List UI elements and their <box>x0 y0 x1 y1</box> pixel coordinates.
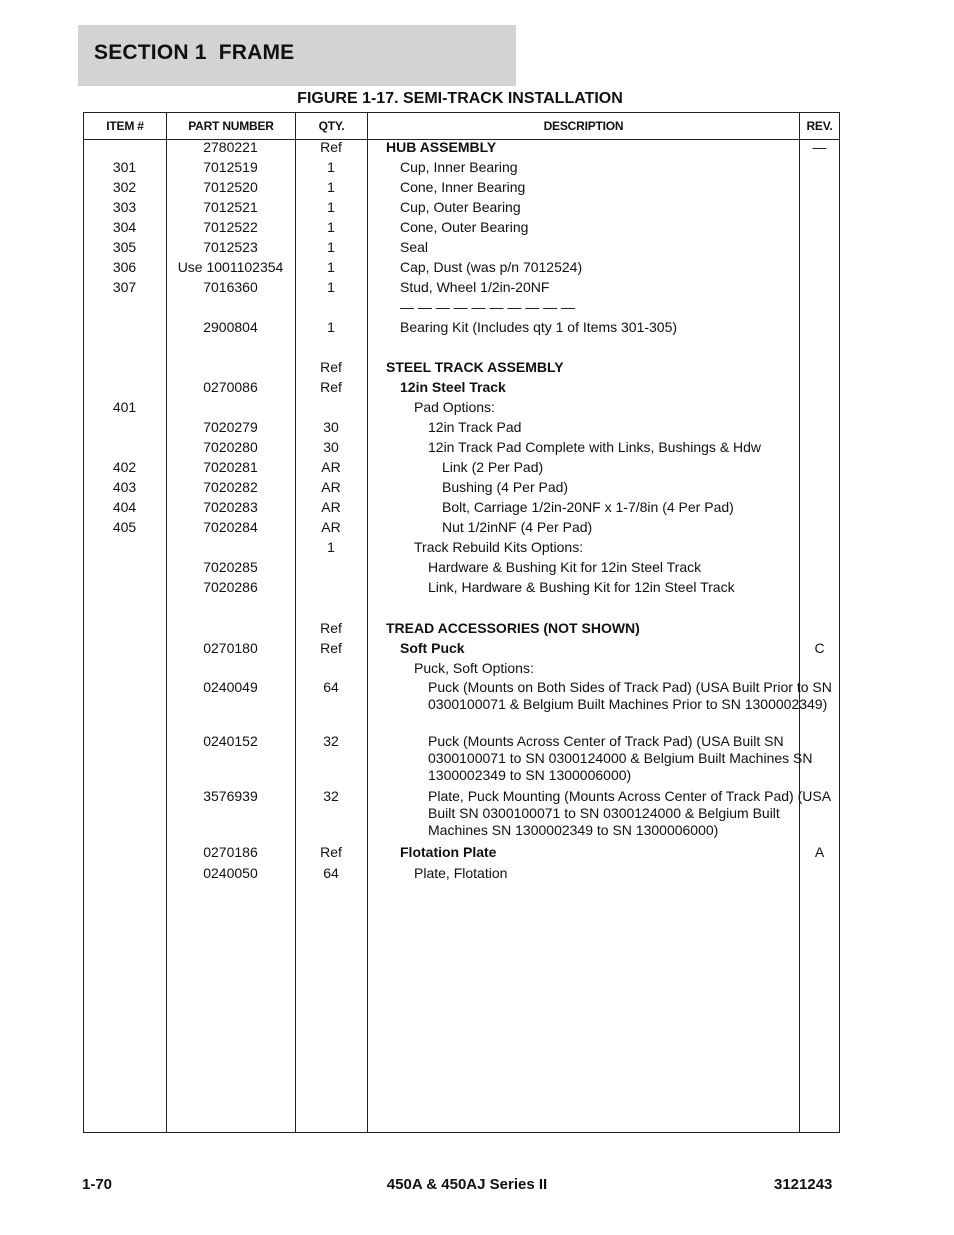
quantity: 64 <box>323 679 339 695</box>
quantity: 1 <box>327 199 335 215</box>
item-number: 306 <box>112 259 137 275</box>
description: TREAD ACCESSORIES (NOT SHOWN) <box>386 620 640 636</box>
description: Nut 1/2inNF (4 Per Pad) <box>442 519 593 535</box>
quantity: 32 <box>323 788 339 804</box>
table-row <box>0 337 954 357</box>
table-row <box>0 842 954 863</box>
description: Plate, Puck Mounting (Mounts Across Center of Track Pad) (USA Built SN 0300100071 to SN 0300124000 & Belgium Built Machines SN 1300002349 to SN 1300006000) <box>428 788 831 838</box>
quantity: Ref <box>320 359 342 375</box>
table-row <box>0 618 954 638</box>
quantity: Ref <box>320 379 342 395</box>
quantity: 1 <box>327 179 335 195</box>
description: STEEL TRACK ASSEMBLY <box>386 359 564 375</box>
revision: C <box>814 640 825 656</box>
quantity: AR <box>321 519 341 535</box>
part-number: 2900804 <box>203 319 258 335</box>
table-row <box>0 457 954 477</box>
item-number: 402 <box>112 459 137 475</box>
item-number: 305 <box>112 239 137 255</box>
item-number: 404 <box>112 499 137 515</box>
part-number: 7020285 <box>203 559 258 575</box>
table-row <box>0 497 954 517</box>
description: Plate, Flotation <box>414 865 508 881</box>
part-number: 7012522 <box>203 219 258 235</box>
part-number: 7020286 <box>203 579 258 595</box>
table-row <box>0 357 954 377</box>
description: Pad Options: <box>414 399 495 415</box>
part-number: 7012521 <box>203 199 258 215</box>
item-number: 303 <box>112 199 137 215</box>
item-number: 304 <box>112 219 137 235</box>
part-number: 7012520 <box>203 179 258 195</box>
footer-doc-number: 3121243 <box>774 1176 833 1193</box>
part-number: 7012519 <box>203 159 258 175</box>
footer-model: 450A & 450AJ Series II <box>386 1176 548 1193</box>
description: 12in Track Pad Complete with Links, Bushings & Hdw <box>428 439 762 455</box>
description: Flotation Plate <box>400 844 497 860</box>
description: Cap, Dust (was p/n 7012524) <box>400 259 583 275</box>
table-row <box>0 137 954 157</box>
table-row <box>0 157 954 177</box>
table-row <box>0 297 954 317</box>
table-row <box>0 537 954 557</box>
part-number: 7012523 <box>203 239 258 255</box>
table-row <box>0 217 954 237</box>
description: Puck (Mounts Across Center of Track Pad) (USA Built SN 0300100071 to SN 0300124000 & Belgium Built Machines SN 1300002349 to SN 1300006000) <box>428 733 813 783</box>
table-row <box>0 237 954 257</box>
description: Bearing Kit (Includes qty 1 of Items 301-305) <box>400 319 678 335</box>
item-number: 307 <box>112 279 137 295</box>
quantity: 1 <box>327 259 335 275</box>
header-item: ITEM # <box>106 119 144 133</box>
description: Bolt, Carriage 1/2in-20NF x 1-7/8in (4 Per Pad) <box>442 499 734 515</box>
item-number: 401 <box>112 399 137 415</box>
part-number: 0240050 <box>203 865 258 881</box>
part-number: 7020282 <box>203 479 258 495</box>
quantity: 1 <box>327 279 335 295</box>
table-row <box>0 577 954 597</box>
part-number: 7020284 <box>203 519 258 535</box>
table-row <box>0 788 954 842</box>
description: — — — — — — — — — — <box>400 299 576 315</box>
item-number: 302 <box>112 179 137 195</box>
quantity: Ref <box>320 844 342 860</box>
table-row <box>0 517 954 537</box>
part-number: Use 1001102354 <box>177 259 284 275</box>
description: 12in Steel Track <box>400 379 506 395</box>
figure-title: FIGURE 1-17. SEMI-TRACK INSTALLATION <box>297 90 623 107</box>
description: Stud, Wheel 1/2in-20NF <box>400 279 550 295</box>
description: Hardware & Bushing Kit for 12in Steel Track <box>428 559 702 575</box>
part-number: 0270180 <box>203 640 258 656</box>
description: HUB ASSEMBLY <box>386 139 497 155</box>
part-number: 0270186 <box>203 844 258 860</box>
description: Soft Puck <box>400 640 465 656</box>
quantity: 1 <box>327 159 335 175</box>
description: Cone, Outer Bearing <box>400 219 529 235</box>
part-number: 3576939 <box>203 788 258 804</box>
header-part-number: PART NUMBER <box>188 119 274 133</box>
quantity: AR <box>321 459 341 475</box>
part-number: 0240152 <box>203 733 258 749</box>
item-number: 403 <box>112 479 137 495</box>
table-row <box>0 638 954 658</box>
part-number: 7020283 <box>203 499 258 515</box>
section-title: SECTION 1 FRAME <box>94 41 295 64</box>
quantity: 30 <box>323 419 339 435</box>
table-body <box>0 137 954 883</box>
item-number: 301 <box>112 159 137 175</box>
footer-page-number: 1-70 <box>82 1176 113 1193</box>
description: Seal <box>400 239 429 255</box>
quantity: 1 <box>327 239 335 255</box>
table-row <box>0 477 954 497</box>
part-number: 0240049 <box>203 679 258 695</box>
table-row <box>0 277 954 297</box>
table-row <box>0 658 954 679</box>
header-rev: REV. <box>806 119 833 133</box>
description: Puck (Mounts on Both Sides of Track Pad) (USA Built Prior to SN 0300100071 & Belgium Built Machines Prior to SN 1300002349) <box>428 679 832 712</box>
description: Puck, Soft Options: <box>414 660 534 676</box>
quantity: 1 <box>327 319 335 335</box>
revision: A <box>814 844 825 860</box>
quantity: Ref <box>320 139 342 155</box>
table-row <box>0 197 954 217</box>
quantity: AR <box>321 479 341 495</box>
description: Cup, Inner Bearing <box>400 159 518 175</box>
header-description: DESCRIPTION <box>543 119 624 133</box>
part-number: 0270086 <box>203 379 258 395</box>
description: Track Rebuild Kits Options: <box>414 539 584 555</box>
part-number: 7016360 <box>203 279 258 295</box>
quantity: 64 <box>323 865 339 881</box>
section-header <box>78 25 516 86</box>
revision: — <box>812 139 827 155</box>
part-number: 7020280 <box>203 439 258 455</box>
table-row <box>0 679 954 733</box>
table-row <box>0 397 954 417</box>
header-qty: QTY. <box>318 119 345 133</box>
quantity: AR <box>321 499 341 515</box>
quantity: 1 <box>327 539 335 555</box>
table-row <box>0 437 954 457</box>
table-row <box>0 557 954 577</box>
description: 12in Track Pad <box>428 419 522 435</box>
table-row <box>0 597 954 618</box>
part-number: 7020279 <box>203 419 258 435</box>
description: Cup, Outer Bearing <box>400 199 521 215</box>
description: Link (2 Per Pad) <box>442 459 544 475</box>
table-row <box>0 317 954 337</box>
quantity: 32 <box>323 733 339 749</box>
table-row <box>0 417 954 437</box>
quantity: 1 <box>327 219 335 235</box>
description: Link, Hardware & Bushing Kit for 12in Steel Track <box>428 579 735 595</box>
description: Bushing (4 Per Pad) <box>442 479 569 495</box>
quantity: 30 <box>323 439 339 455</box>
part-number: 7020281 <box>203 459 258 475</box>
description: Cone, Inner Bearing <box>400 179 526 195</box>
table-row <box>0 863 954 883</box>
table-row <box>0 377 954 397</box>
quantity: Ref <box>320 620 342 636</box>
table-row <box>0 257 954 277</box>
table-row <box>0 733 954 788</box>
part-number: 2780221 <box>203 139 258 155</box>
item-number: 405 <box>112 519 137 535</box>
quantity: Ref <box>320 640 342 656</box>
table-row <box>0 177 954 197</box>
